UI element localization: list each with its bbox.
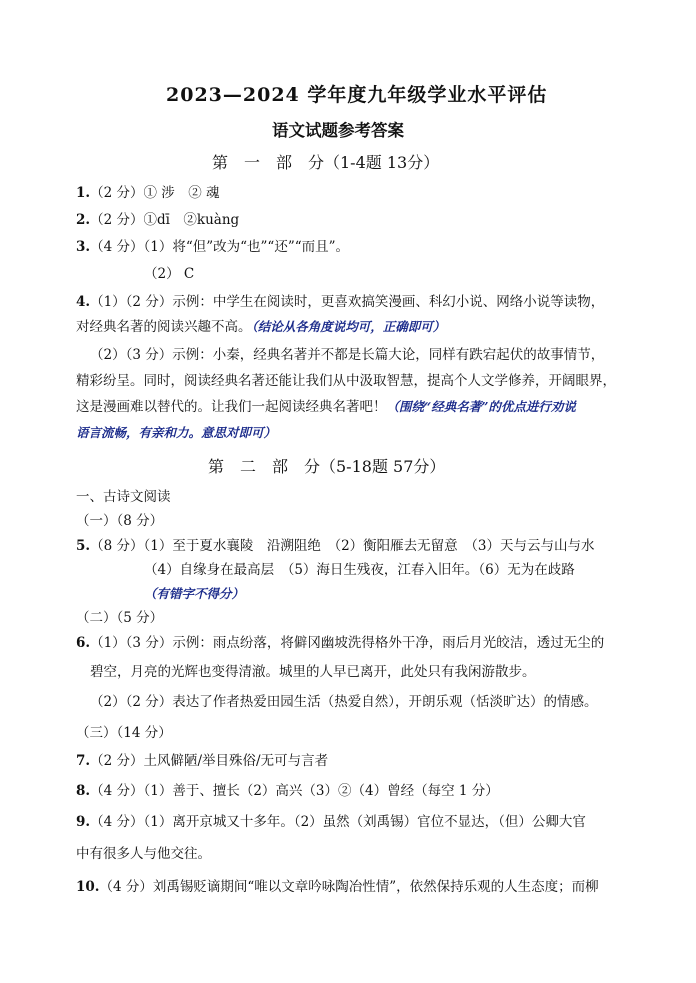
answer-text: （4 分）（1）将“但”改为“也”“还”“而且”。 xyxy=(90,239,350,255)
question-2 xyxy=(76,211,239,229)
question-number: 8. xyxy=(76,783,91,799)
question-number: 6. xyxy=(76,635,91,651)
subsection-1-label: （一）（8 分） xyxy=(76,513,164,529)
answer-text: （2 分）① 涉 ② 魂 xyxy=(90,185,220,201)
question-number: 5. xyxy=(76,538,91,554)
question-6-line1 xyxy=(76,634,604,652)
question-6-part2: （2）（2 分）表达了作者热爱田园生活（热爱自然），开朗乐观（恬淡旷达）的情感。 xyxy=(90,694,598,710)
answer-text: （8 分）（1）至于夏水襄陵 沿溯阻绝 （2）衡阳雁去无留意 （3）天与云与山与水 xyxy=(90,538,595,554)
page-title: 2023—2024 学年度九年级学业水平评估 xyxy=(166,84,548,106)
question-9-line2: 中有很多人与他交往。 xyxy=(76,846,211,862)
question-5-line2: （4）自缘身在最高层 （5）海日生残夜，江春入旧年。（6）无为在歧路 xyxy=(144,562,575,578)
answer-text: 这是漫画难以替代的。让我们一起阅读经典名著吧！ xyxy=(76,399,387,415)
answer-text: （4 分）（1）离开京城又十多年。（2）虽然（刘禹锡）官位不显达，（但）公卿大官 xyxy=(90,814,586,830)
question-9-line1 xyxy=(76,813,586,831)
question-3 xyxy=(76,238,349,256)
question-4-part2-line3 xyxy=(76,398,576,416)
question-4-part1-line1 xyxy=(76,293,604,311)
question-number: 10. xyxy=(76,879,100,895)
question-number: 9. xyxy=(76,814,91,830)
scoring-note-cont: 语言流畅，有亲和力。意思对即可） xyxy=(76,425,277,440)
answer-text: （4 分）（1）善于、擅长（2）高兴（3）②（4）曾经（每空 1 分） xyxy=(90,783,499,799)
scoring-note: （结论从各角度说均可，正确即可） xyxy=(251,319,446,334)
question-number: 3. xyxy=(76,239,91,255)
answer-text: （4 分）刘禹锡贬谪期间“唯以文章吟咏陶冶性情”，依然保持乐观的人生态度；而柳 xyxy=(99,879,599,895)
subsection-3-label: （三）（14 分） xyxy=(76,725,172,741)
question-number: 1. xyxy=(76,185,91,201)
question-10-line1 xyxy=(76,878,599,896)
question-4-part2-line2: 精彩纷呈。同时，阅读经典名著还能让我们从中汲取智慧，提高个人文学修养，开阔眼界， xyxy=(76,373,616,389)
scoring-note: （有错字不得分） xyxy=(144,586,245,601)
part1-heading: 第 一 部 分（1-4题 13分） xyxy=(212,153,440,172)
question-4-part1-line2 xyxy=(76,318,445,336)
answer-text: （1）（3 分）示例：雨点纷落，将僻冈幽坡洗得格外干净，雨后月光皎洁，透过无尘的 xyxy=(90,635,605,651)
question-1 xyxy=(76,184,220,202)
question-number: 2. xyxy=(76,212,91,228)
question-7 xyxy=(76,752,328,770)
part2-heading: 第 二 部 分（5-18题 57分） xyxy=(208,457,446,476)
scoring-note: （围绕“经典名著”的优点进行劝说 xyxy=(386,399,576,414)
question-6-line2: 碧空，月亮的光辉也变得清澈。城里的人早已离开，此处只有我闲游散步。 xyxy=(90,664,536,680)
question-8 xyxy=(76,782,499,800)
answer-text: （2 分）土风僻陋/举目殊俗/无可与言者 xyxy=(90,753,329,769)
question-4-part2-line1: （2）（3 分）示例：小秦，经典名著并不都是长篇大论，同样有跌宕起伏的故事情节， xyxy=(90,347,605,363)
question-number: 7. xyxy=(76,753,91,769)
question-3-sub2: （2） C xyxy=(144,266,195,282)
question-5-line1 xyxy=(76,537,595,555)
section-1-label: 一、古诗文阅读 xyxy=(76,489,171,505)
answer-text: （2 分）①dī ②kuàng xyxy=(90,212,240,228)
question-number: 4. xyxy=(76,294,91,310)
answer-text: 对经典名著的阅读兴趣不高。 xyxy=(76,319,252,335)
page-subtitle: 语文试题参考答案 xyxy=(272,121,404,140)
answer-text: （1）（2 分）示例：中学生在阅读时，更喜欢搞笑漫画、科幻小说、网络小说等读物， xyxy=(90,294,605,310)
subsection-2-label: （二）（5 分） xyxy=(76,610,164,626)
